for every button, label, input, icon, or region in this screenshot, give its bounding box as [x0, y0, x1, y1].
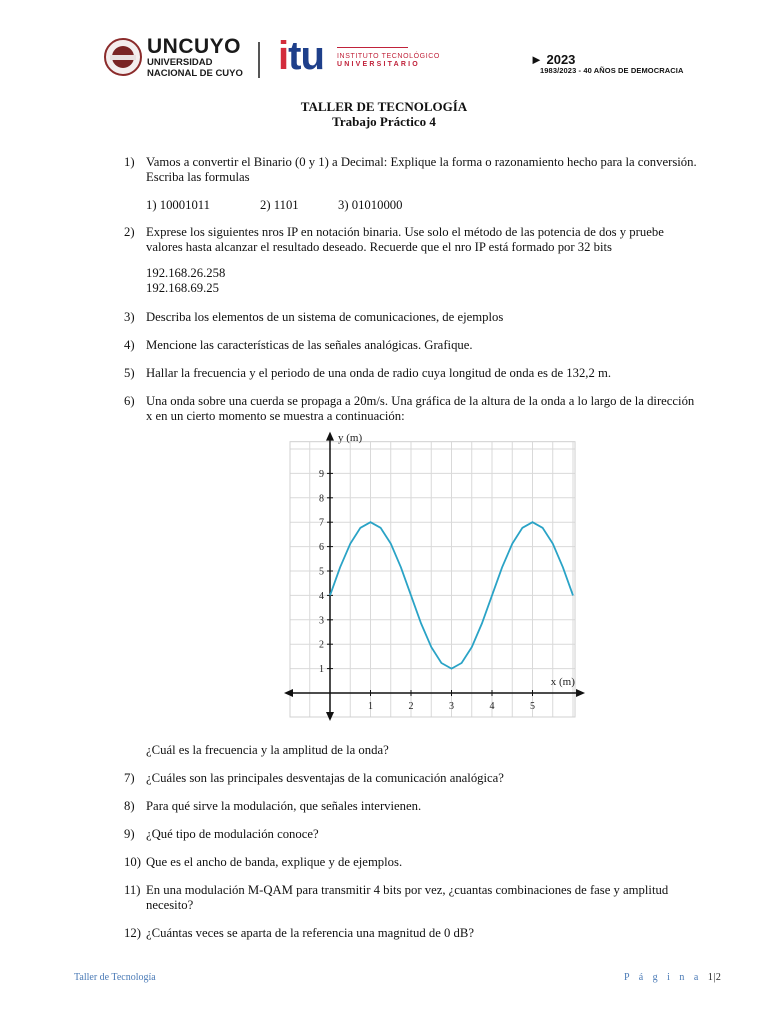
y-tick-label: 9	[319, 468, 324, 480]
chart-axes	[284, 432, 585, 721]
itu-subtitle: INSTITUTO TECNOLÓGICO UNIVERSITARIO	[337, 53, 440, 68]
y-axis-label: y (m)	[338, 432, 363, 444]
x-axis-arrow-left	[284, 689, 293, 697]
x-tick-label: 3	[449, 701, 454, 712]
x-axis-label: x (m)	[550, 676, 575, 688]
chart-ticks	[319, 469, 535, 712]
y-tick-label: 7	[319, 517, 324, 529]
uncuyo-logo-text: UNCUYO	[147, 35, 242, 58]
y-tick-label: 6	[319, 542, 324, 554]
itu-logo: itu	[278, 34, 324, 78]
page-header	[0, 0, 768, 100]
x-tick-label: 4	[489, 701, 495, 712]
binary-item-2: 2) 1101	[260, 198, 299, 212]
itu-logo-rule	[337, 47, 408, 48]
wave-chart	[280, 425, 590, 725]
footer-course-name: Taller de Tecnología	[74, 972, 156, 983]
democracy-caption: 1983/2023 - 40 AÑOS DE DEMOCRACIA	[540, 66, 684, 75]
question-6-followup: ¿Cuál es la frecuencia y la amplitud de la onda?	[146, 743, 389, 757]
y-tick-label: 8	[319, 493, 324, 505]
ip-item-1: 192.168.26.258	[146, 266, 226, 280]
binary-item-3: 3) 01010000	[338, 198, 403, 212]
logo-divider	[258, 42, 260, 78]
page-subtitle: Trabajo Práctico 4	[332, 114, 436, 129]
page-title: TALLER DE TECNOLOGÍA	[300, 99, 468, 114]
chart-grid	[290, 442, 575, 717]
y-axis-arrow-up	[326, 432, 334, 441]
uncuyo-seal-logo	[104, 38, 142, 76]
y-tick-label: 4	[319, 590, 324, 602]
y-tick-label: 1	[319, 664, 324, 676]
x-tick-label: 2	[408, 701, 414, 712]
x-tick-label: 5	[530, 701, 535, 712]
ip-item-2: 192.168.69.25	[146, 281, 219, 295]
binary-item-1: 1) 10001011	[146, 198, 211, 212]
x-tick-label: 1	[368, 701, 373, 712]
x-axis-arrow-right	[576, 689, 585, 697]
y-tick-label: 3	[319, 615, 324, 627]
footer-page-number: P á g i n a 1|2	[624, 972, 722, 983]
y-tick-label: 5	[319, 566, 324, 578]
year-badge: ► 2023	[530, 52, 576, 67]
y-tick-label: 2	[319, 639, 324, 651]
uncuyo-subtitle: UNIVERSIDAD NACIONAL DE CUYO	[147, 57, 243, 79]
